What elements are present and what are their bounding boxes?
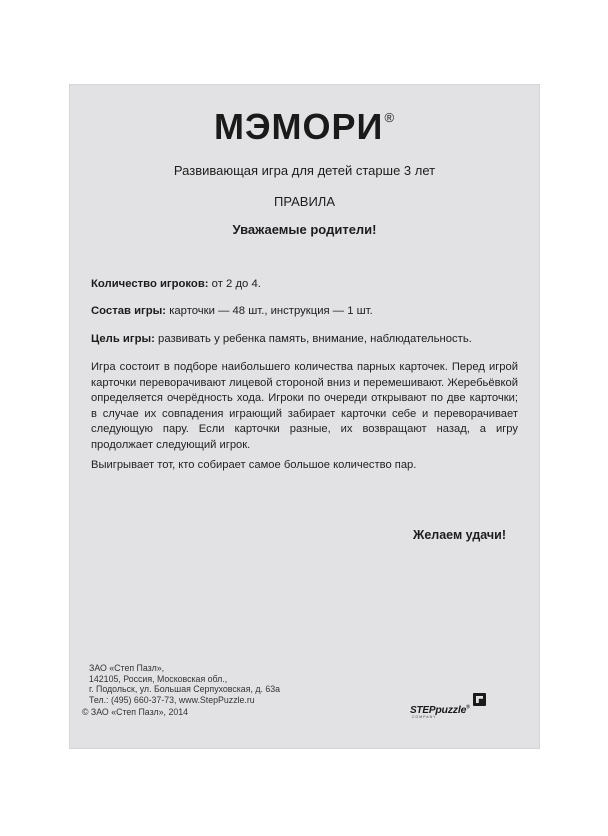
imprint-line: Тел.: (495) 660-37-73, www.StepPuzzle.ru [89,694,255,705]
rules-paragraph: Игра состоит в подборе наибольшего количества парных карточек. Перед игрой карточки переворачивают лицевой стороной вниз и перемешивают. Жеребьёвкой определяется очерёдность хода. Игроки по очереди открывают по две карточки; в случае их совпадения играющий забирает карточки себе и переворачивает следующую пару. Если карточки разные, их возвращают назад, а игру продолжает следующий игрок. [91,361,518,451]
logo-part2: puzzle [435,704,467,716]
contents-field [91,303,518,319]
win-paragraph: Выигрывает тот, кто собирает самое большое количество пар. [91,459,417,471]
goal-label: Цель игры: [91,333,155,345]
logo-mark-icon [473,693,486,706]
players-field [91,276,518,292]
publisher-imprint [89,663,280,705]
subtitle: Развивающая игра для детей старше 3 лет [173,163,436,178]
imprint-line: 142105, Россия, Московская обл., [89,673,228,684]
registered-mark: ® [384,110,396,125]
players-value: от 2 до 4. [208,278,261,290]
step-puzzle-logo [410,693,510,719]
goal-value: развивать у ребенка память, внимание, наблюдательность. [154,333,472,345]
goal-field [91,331,518,347]
contents-value: карточки — 48 шт., инструкция — 1 шт. [166,305,373,317]
contents-label: Состав игры: [91,305,167,317]
imprint-line: г. Подольск, ул. Большая Серпуховская, д. 63а [89,684,281,694]
imprint-line: ЗАО «Степ Пазл», [89,663,165,673]
rules-sheet [69,84,540,749]
title-text: МЭМОРИ [213,106,384,147]
rules-heading: ПРАВИЛА [273,194,336,209]
good-luck-text: Желаем удачи! [413,528,506,542]
logo-sub: COMPANY [412,715,437,719]
players-label: Количество игроков: [91,278,209,290]
game-title [69,106,540,148]
greeting: Уважаемые родители! [232,222,377,237]
logo-tm: ® [466,704,470,711]
logo-part1: STEP [410,705,436,716]
copyright: © ЗАО «Степ Пазл», 2014 [82,707,189,717]
